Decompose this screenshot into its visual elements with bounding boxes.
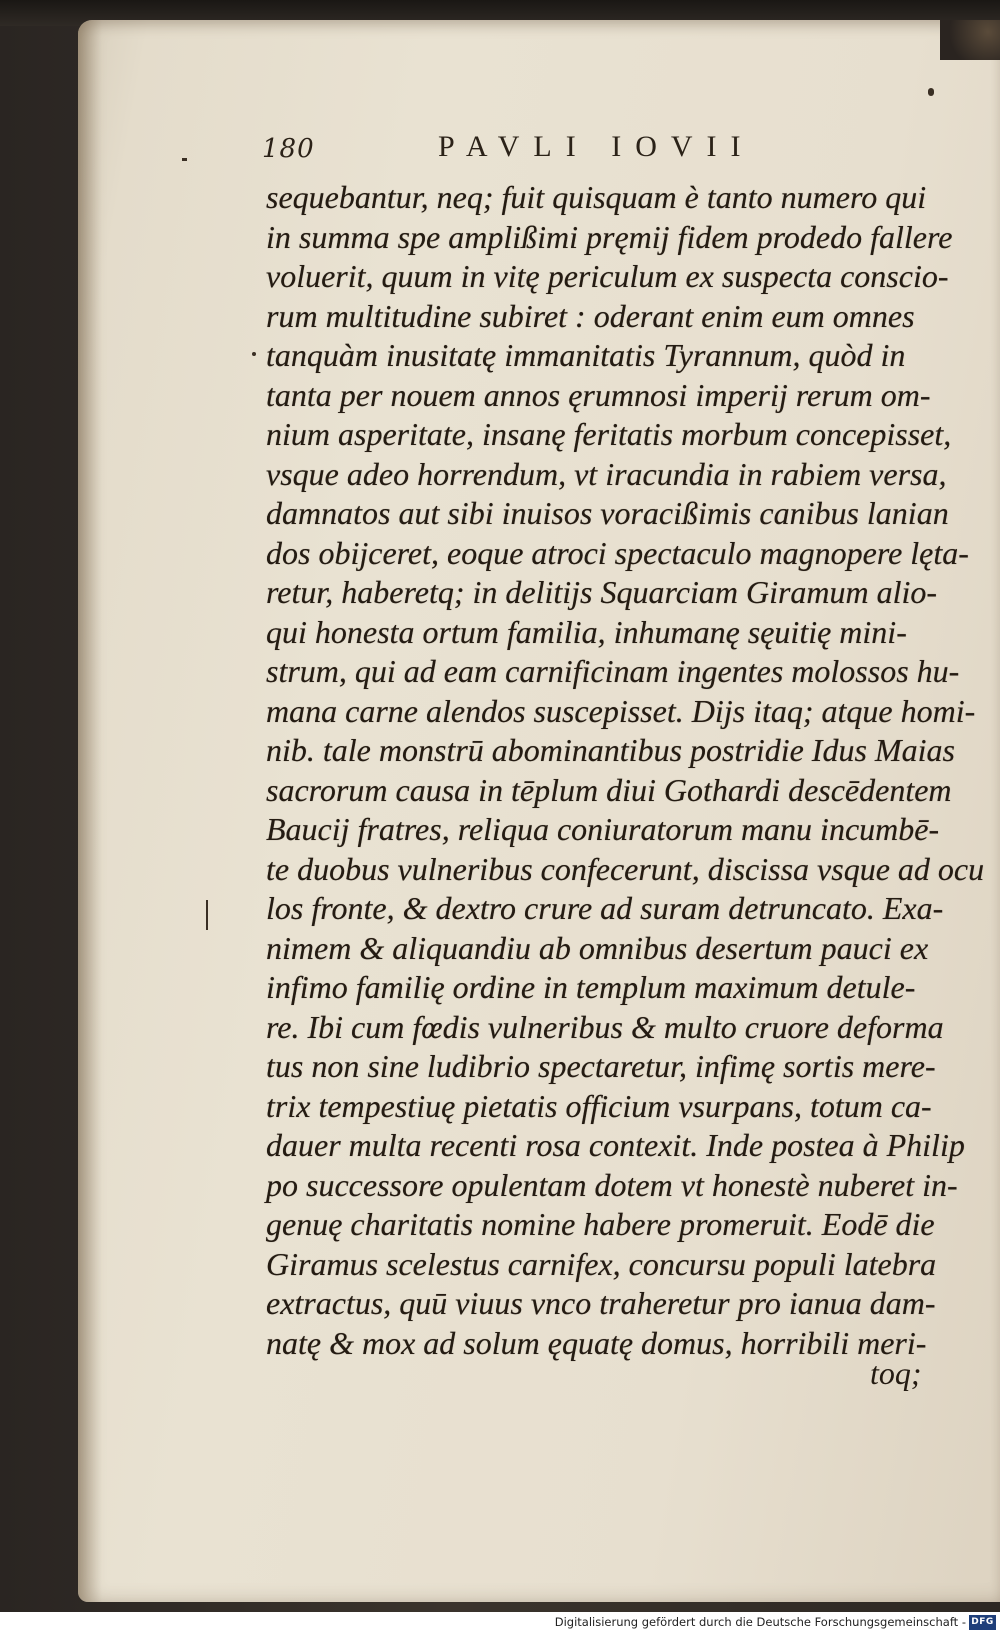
text-line: re. Ibi cum fœdis vulneribus & multo cruore deforma [266, 1008, 944, 1045]
text-line: rum multitudine subiret : oderant enim eum omnes [266, 297, 915, 334]
text-line: retur, haberetq; in delitijs Squarciam Giramum alio- [266, 574, 938, 610]
binding-corner [940, 20, 1000, 60]
text-line: sequebantur, neq; fuit quisquam è tanto numero qui [266, 179, 927, 215]
text-line: vsque adeo horrendum, vt iracundia in rabiem versa, [266, 455, 947, 492]
text-line: tanquàm inusitatę immanitatis Tyrannum, quòd in [266, 337, 906, 373]
text-line: tanta per nouem annos ęrumnosi imperij rerum om- [266, 376, 931, 413]
ink-speck [928, 88, 934, 96]
text-line: mana carne alendos suscepisset. Dijs itaq; atque homi- [266, 692, 976, 729]
text-line: dos obijceret, eoque atroci spectaculo magnopere lęta- [266, 534, 969, 571]
text-line: nium asperitate, insanę feritatis morbum concepisset, [266, 416, 952, 452]
ink-speck [252, 352, 256, 356]
catchword: toq; [870, 1355, 922, 1391]
funding-credit: Digitalisierung gefördert durch die Deutsche Forschungsgemeinschaft - [554, 1615, 966, 1629]
page-gutter-shadow [78, 20, 102, 1602]
page-number: 180 [262, 134, 315, 164]
text-line: nimem & aliquandiu ab omnibus desertum pauci ex [266, 929, 929, 966]
text-line: te duobus vulneribus confecerunt, discissa vsque ad ocu [266, 850, 985, 887]
text-line: strum, qui ad eam carnificinam ingentes molossos hu- [266, 653, 960, 689]
text-line: sacrorum causa in tēplum diui Gothardi descēdentem [266, 771, 952, 808]
text-line: damnatos aut sibi inuisos voracißimis canibus lanian [266, 495, 949, 531]
ink-speck [206, 900, 208, 930]
text-line: dauer multa recenti rosa contexit. Inde postea à Philip [266, 1127, 965, 1163]
text-line: genuę charitatis nomine habere promeruit. Eodē die [266, 1206, 935, 1242]
text-line: Baucij fratres, reliqua coniuratorum manu incumbē- [266, 811, 940, 847]
body-text [266, 178, 985, 1363]
text-line: voluerit, quum in vitę periculum ex suspecta conscio- [266, 258, 949, 294]
text-line: qui honesta ortum familia, inhumanę sęuitię mini- [266, 613, 907, 650]
page-header [262, 130, 922, 170]
text-line: trix tempestiuę pietatis officium vsurpans, totum ca- [266, 1087, 932, 1124]
text-line: natę & mox ad solum ęquatę domus, horribili meri- [266, 1324, 927, 1361]
text-line: Giramus scelestus carnifex, concursu populi latebra [266, 1245, 937, 1282]
running-head: PAVLI IOVII [438, 130, 755, 163]
text-line: extractus, quū viuus vnco traheretur pro ianua dam- [266, 1285, 936, 1321]
dfg-logo-icon: DFG [969, 1615, 996, 1630]
footer-bar [0, 1612, 1000, 1634]
text-line: los fronte, & dextro crure ad suram detruncato. Exa- [266, 890, 944, 926]
text-line: po successore opulentam dotem vt honestè nuberet in- [266, 1166, 958, 1203]
ink-speck [182, 158, 187, 161]
text-line: in summa spe amplißimi pręmij fidem prodedo fallere [266, 218, 953, 255]
text-line: nib. tale monstrū abominantibus postridie Idus Maias [266, 732, 955, 768]
text-line: tus non sine ludibrio spectaretur, infimę sortis mere- [266, 1048, 936, 1084]
text-line: infimo familię ordine in templum maximum detule- [266, 969, 916, 1005]
